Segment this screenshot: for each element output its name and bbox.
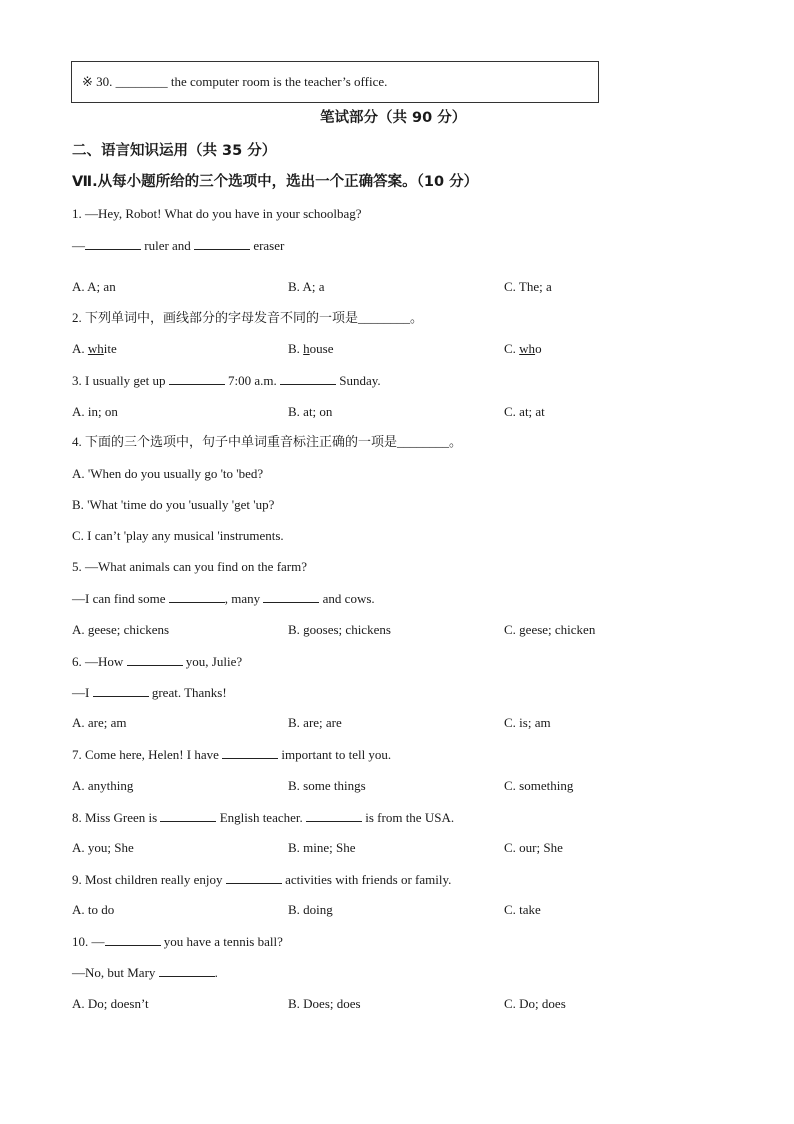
- answer-blank: [226, 871, 282, 884]
- q10-option-c: C. Do; does: [504, 996, 566, 1011]
- q4-option-a: A. 'When do you usually go 'to 'bed?: [72, 466, 264, 481]
- q9-option-a: A. to do: [72, 902, 115, 917]
- q10-stem: 10. — you have a tennis ball?: [72, 934, 283, 949]
- answer-blank: [105, 933, 161, 946]
- q8-stem: 8. Miss Green is English teacher. is from the USA.: [72, 810, 455, 825]
- q4-option-b: B. 'What 'time do you 'usually 'get 'up?: [72, 497, 275, 512]
- q5-option-a: A. geese; chickens: [72, 622, 170, 637]
- q10-option-b: B. Does; does: [288, 996, 361, 1011]
- q1-option-c: C. The; a: [504, 279, 552, 294]
- q8-option-c: C. our; She: [504, 840, 563, 855]
- q1-stem: 1. —Hey, Robot! What do you have in your schoolbag?: [72, 206, 362, 221]
- q2-option-a: A. white: [72, 341, 117, 356]
- section-2-heading: 二、语言知识运用（共 35 分）: [72, 143, 277, 159]
- q2-option-b: B. house: [288, 341, 334, 356]
- answer-blank: [280, 372, 336, 385]
- q1-option-b: B. A; a: [288, 279, 325, 294]
- q5-option-b: B. gooses; chickens: [288, 622, 391, 637]
- q8-option-a: A. you; She: [72, 840, 134, 855]
- q10-option-a: A. Do; doesn’t: [72, 996, 149, 1011]
- q6-option-b: B. are; are: [288, 715, 342, 730]
- q8-option-b: B. mine; She: [288, 840, 356, 855]
- q9-option-b: B. doing: [288, 902, 333, 917]
- q2-option-c: C. who: [504, 341, 542, 356]
- answer-blank: [194, 237, 250, 250]
- answer-blank: [169, 372, 225, 385]
- q3-option-b: B. at; on: [288, 404, 333, 419]
- q3-option-c: C. at; at: [504, 404, 545, 419]
- q3-option-a: A. in; on: [72, 404, 118, 419]
- answer-blank: [127, 653, 183, 666]
- answer-blank: [263, 590, 319, 603]
- q4-option-c: C. I can’t 'play any musical 'instruments.: [72, 528, 284, 543]
- q6-option-a: A. are; am: [72, 715, 127, 730]
- answer-blank: [85, 237, 141, 250]
- q7-option-c: C. something: [504, 778, 574, 793]
- q9-stem: 9. Most children really enjoy activities with friends or family.: [72, 872, 452, 887]
- answer-blank: [222, 746, 278, 759]
- q5-stem: 5. —What animals can you find on the farm?: [72, 559, 308, 574]
- q6-line2: —I great. Thanks!: [72, 685, 227, 700]
- q7-option-b: B. some things: [288, 778, 366, 793]
- answer-blank: [306, 809, 362, 822]
- q2-stem: 2. 下列单词中，画线部分的字母发音不同的一项是________。: [72, 310, 424, 325]
- written-part-title: 笔试部分（共 90 分）: [320, 110, 467, 126]
- q6-option-c: C. is; am: [504, 715, 551, 730]
- answer-blank: [169, 590, 225, 603]
- answer-blank: [160, 809, 216, 822]
- q7-option-a: A. anything: [72, 778, 134, 793]
- q4-stem: 4. 下面的三个选项中，句子中单词重音标注正确的一项是________。: [72, 434, 463, 449]
- answer-blank: [159, 964, 215, 977]
- question-30-box: [71, 61, 599, 103]
- question-30-text: ※ 30. ________ the computer room is the teacher’s office.: [82, 74, 388, 89]
- q10-line2: —No, but Mary .: [72, 965, 218, 980]
- section-7-heading: Ⅶ.从每小题所给的三个选项中，选出一个正确答案。（10 分）: [72, 174, 479, 190]
- q6-stem: 6. —How you, Julie?: [72, 654, 243, 669]
- q7-stem: 7. Come here, Helen! I have important to tell you.: [72, 747, 392, 762]
- answer-blank: [93, 684, 149, 697]
- q5-line2: —I can find some , many and cows.: [72, 591, 375, 606]
- q3-stem: 3. I usually get up 7:00 a.m. Sunday.: [72, 373, 381, 388]
- q1-line2: — ruler and eraser: [72, 238, 285, 253]
- q5-option-c: C. geese; chicken: [504, 622, 596, 637]
- q9-option-c: C. take: [504, 902, 541, 917]
- q1-option-a: A. A; an: [72, 279, 116, 294]
